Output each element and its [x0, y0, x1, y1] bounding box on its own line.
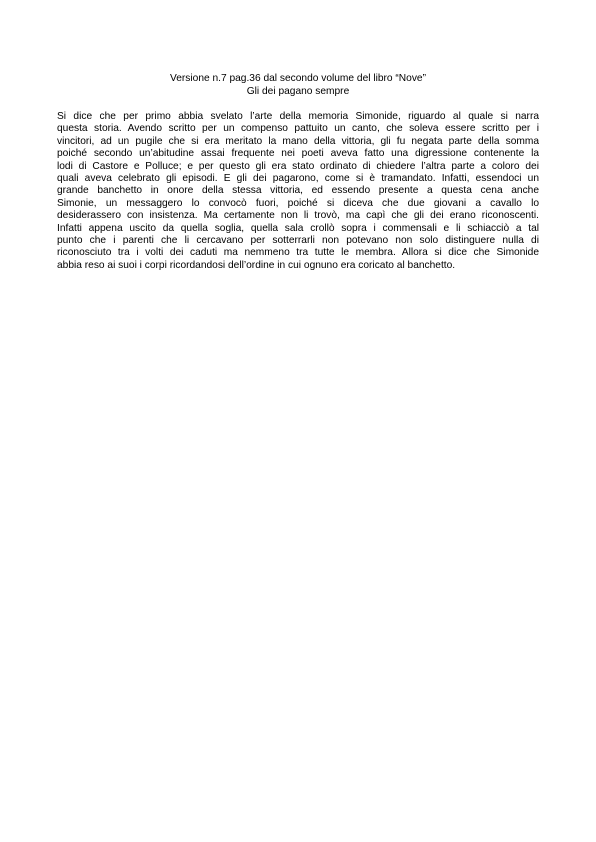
- paragraph-line: quali aveva celebrato gli episodi. E gli dei pagarono, come si è tramandato. Infatti, essendoci un: [57, 173, 539, 185]
- paragraph-line: punto che i parenti che li cercavano per sotterrarli non potevano non solo distinguere nulla di: [57, 235, 539, 247]
- document-title: Gli dei pagano sempre: [246, 85, 350, 97]
- paragraph-line: lodi di Castore e Polluce; e per questo gli era stato ordinato di chiedere l’altra parte a coloro dei: [57, 160, 539, 172]
- paragraph-line: Infatti appena uscito da quella soglia, quella sala crollò sopra i commensali e li schiacciò a tal: [57, 222, 539, 234]
- paragraph-line: poiché secondo un’abitudine assai frequente nei poeti aveva fatto una digressione contenente la: [57, 148, 539, 160]
- paragraph-line: riconosciuto tra i volti dei caduti ma nemmeno tra tutte le membra. Allora si dice che Simonide: [57, 247, 539, 259]
- paragraph-line: questa storia. Avendo scritto per un compenso pattuito un canto, che soleva essere scritto per i: [57, 123, 539, 135]
- paragraph-line: desiderassero con insistenza. Ma certamente non li trovò, ma capì che gli dei erano riconoscenti.: [57, 210, 539, 222]
- paragraph-line: abbia reso ai suoi i corpi ricordandosi dell’ordine in cui ognuno era coricato al banchetto.: [57, 259, 456, 271]
- paragraph-line: vincitori, ad un pugile che si era meritato la mano della vittoria, gli fu negata parte della somma: [57, 135, 539, 147]
- paragraph-line: grande banchetto in onore della stessa vittoria, ed essendo presente a questa cena anche: [57, 185, 539, 197]
- document-heading: [57, 73, 539, 98]
- version-reference: Versione n.7 pag.36 dal secondo volume del libro “Nove”: [170, 73, 426, 84]
- paragraph-line: Simonie, un messaggero lo convocò fuori, poiché si diceva che due giovani a cavallo lo: [57, 197, 539, 209]
- body-paragraph: [57, 111, 539, 272]
- paragraph-line: Si dice che per primo abbia svelato l’arte della memoria Simonide, riguardo al quale si narra: [57, 111, 539, 122]
